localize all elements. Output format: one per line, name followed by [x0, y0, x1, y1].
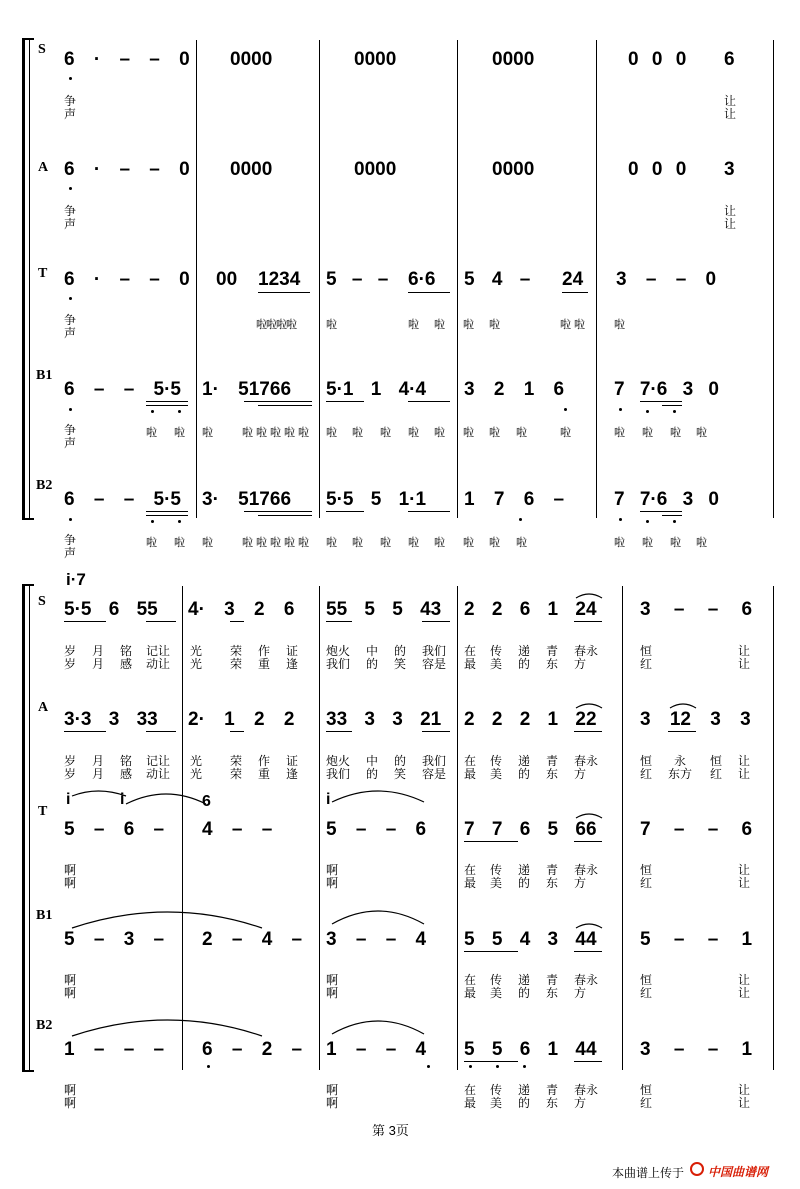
upload-text: 本曲谱上传于: [612, 1166, 685, 1180]
lyric: 月: [92, 754, 105, 768]
lyric: 恒: [640, 644, 653, 658]
lyric: 荣: [230, 657, 243, 671]
lyric: 啦: [174, 537, 184, 549]
part-label: S: [38, 42, 46, 57]
lyric: 春永: [574, 754, 599, 768]
measure-notes: 0000: [230, 49, 273, 70]
lyric: 啦: [670, 427, 680, 439]
measure-notes: 6 · – – 0: [64, 159, 190, 180]
lyric: 的: [518, 876, 531, 890]
lyric: 春永: [574, 644, 599, 658]
lyric: 传: [490, 754, 503, 768]
measure-notes: 0000: [230, 159, 273, 180]
lyric: 啦: [146, 537, 156, 549]
lyric: 啦: [174, 427, 184, 439]
lyric: 让: [738, 767, 751, 781]
lyric: 我们: [422, 754, 447, 768]
lyric: 啦: [489, 427, 499, 439]
lyric: 重: [258, 767, 271, 781]
barline: [319, 586, 320, 1070]
lyric: 啦: [574, 319, 584, 331]
lyric: 方: [574, 876, 587, 890]
lyric: 作: [258, 644, 271, 658]
barline: [457, 586, 458, 1070]
lyric: 的: [518, 986, 531, 1000]
lyric: 春永: [574, 863, 599, 877]
barline: [457, 40, 458, 518]
lyric: 让: [724, 107, 737, 121]
measure-notes: 7 7 6 5 66: [464, 819, 597, 840]
measure-notes: 5 5 4 3 44: [464, 929, 597, 950]
lyric: 声: [64, 107, 77, 121]
lyric: 啦: [670, 537, 680, 549]
lyric: 的: [394, 754, 407, 768]
lyric: 最: [464, 767, 477, 781]
site-logo-icon: [690, 1162, 704, 1176]
lyric: 啦: [489, 319, 499, 331]
lyric: 容是: [422, 657, 447, 671]
lyric: 啦: [560, 319, 570, 331]
system-line: [29, 584, 30, 1072]
barline: [196, 40, 197, 518]
measure-notes: 1 – – 4: [326, 1039, 427, 1060]
system-bracket: [22, 38, 25, 520]
lyric: 我们: [326, 657, 351, 671]
lyric: 声: [64, 436, 77, 450]
measure-notes: 5·5 6 55: [64, 599, 158, 620]
lyric: 让: [738, 657, 751, 671]
measure-notes: 3 – – 1: [640, 1039, 753, 1060]
lyric: 月: [92, 644, 105, 658]
lyric: 让: [738, 644, 751, 658]
lyric: 青: [546, 754, 559, 768]
measure-notes: 7 7·6 3 0: [614, 379, 719, 400]
lyric: 啦: [256, 427, 266, 439]
measure-notes: 5 – – 1: [640, 929, 753, 950]
lyric: 感: [120, 657, 133, 671]
lyric: 啦: [614, 427, 624, 439]
lyric: 啦: [352, 537, 362, 549]
lyric: 让: [724, 204, 737, 218]
lyric: 我们: [326, 767, 351, 781]
lyric: 恒: [710, 754, 723, 768]
lyric: 啦: [642, 427, 652, 439]
lyric: 的: [518, 657, 531, 671]
lyric: 啦: [516, 427, 526, 439]
measure-notes: 0000: [492, 159, 535, 180]
lyric: 最: [464, 876, 477, 890]
lyric: 让: [738, 754, 751, 768]
lyric: 荣: [230, 767, 243, 781]
measure-notes: 6 · – – 0: [64, 49, 190, 70]
barline: [182, 586, 183, 1070]
lyric: 美: [490, 657, 503, 671]
lyric: 传: [490, 973, 503, 987]
measure-notes: 3· 51766: [202, 489, 292, 510]
part-label: S: [38, 594, 46, 609]
lyric: 啦: [463, 427, 473, 439]
lyric: 啊: [64, 863, 77, 877]
lyric: 光: [190, 657, 203, 671]
lyric: 永: [674, 754, 687, 768]
part-label: T: [38, 266, 48, 281]
measure-notes: 3·3 3 33: [64, 709, 158, 730]
site-logo[interactable]: 中国曲谱网: [708, 1165, 769, 1179]
lyric: 让: [738, 1096, 751, 1110]
lyric: 争: [64, 423, 77, 437]
lyric: 啦: [516, 537, 526, 549]
lyric: 在: [464, 973, 477, 987]
measure-notes: 1· 51766: [202, 379, 292, 400]
lyric: 啦: [560, 427, 570, 439]
lyric: 记让: [146, 754, 171, 768]
lyric: 让: [738, 1083, 751, 1097]
lyric: 啦: [380, 427, 390, 439]
lyric: 啦: [408, 537, 418, 549]
lyric: 啦: [270, 537, 280, 549]
lyric: 声: [64, 326, 77, 340]
measure-notes: 3: [724, 159, 735, 180]
measure-notes: 0 0 0: [628, 159, 687, 180]
lyric: 红: [640, 986, 653, 1000]
lyric: 啦: [202, 537, 212, 549]
lyric: 红: [640, 876, 653, 890]
lyric: 青: [546, 644, 559, 658]
lyric: 东: [546, 657, 559, 671]
measure-notes: 5·1 1 4·4: [326, 379, 427, 400]
lyric: 啦: [642, 537, 652, 549]
part-label: T: [38, 804, 48, 819]
lyric: 啊: [64, 1096, 77, 1110]
lyric: 传: [490, 863, 503, 877]
measure-notes: 2· 1 2 2: [188, 709, 295, 730]
measure-notes: 6 – 2 –: [202, 1039, 303, 1060]
lyric: 逢: [286, 767, 299, 781]
lyric: 荣: [230, 754, 243, 768]
measure-notes: 3 12 3 3: [640, 709, 751, 730]
lyric: 最: [464, 1096, 477, 1110]
lyric: 月: [92, 657, 105, 671]
lyric: 岁: [64, 644, 77, 658]
page-number: 第 3页: [372, 1123, 409, 1138]
lyric: 笑: [394, 767, 407, 781]
measure-notes: 7 7·6 3 0: [614, 489, 719, 510]
lyric: 红: [640, 767, 653, 781]
measure-notes: 00: [216, 269, 238, 290]
measure-notes: 0000: [492, 49, 535, 70]
lyric: 美: [490, 986, 503, 1000]
lyric: 啦: [284, 427, 294, 439]
lyric: 春永: [574, 973, 599, 987]
lyric: 炮火: [326, 644, 351, 658]
lyric: 啦: [434, 537, 444, 549]
lyric: 最: [464, 986, 477, 1000]
measure-notes: 4 – –: [202, 819, 273, 840]
measure-notes: 6·6: [408, 269, 436, 290]
measure-notes: 3 2 1 6: [464, 379, 565, 400]
system-line: [29, 38, 30, 520]
lyric: 啦: [298, 427, 308, 439]
lyric: 青: [546, 1083, 559, 1097]
lyric: 啦: [284, 537, 294, 549]
barline: [622, 586, 623, 1070]
lyric: 铭: [120, 754, 133, 768]
lyric: 青: [546, 973, 559, 987]
lyric: 啦: [352, 427, 362, 439]
measure-notes: 0000: [354, 159, 397, 180]
lyric: 啦: [298, 537, 308, 549]
measure-notes: 4· 3 2 6: [188, 599, 295, 620]
lyric: 啦: [380, 537, 390, 549]
lyric: 证: [286, 754, 299, 768]
measure-notes: 1 – – –: [64, 1039, 165, 1060]
lyric: 啦: [696, 537, 706, 549]
measure-notes: 3 – – 6: [640, 599, 753, 620]
lyric: 恒: [640, 1083, 653, 1097]
lyric: 传: [490, 644, 503, 658]
barline: [596, 40, 597, 518]
lyric: 动让: [146, 767, 171, 781]
lyric: 让: [724, 94, 737, 108]
lyric: 记让: [146, 644, 171, 658]
lyric: 啦: [614, 319, 624, 331]
lyric: 东方: [668, 767, 693, 781]
lyric: 啊: [326, 876, 339, 890]
lyric: 让: [738, 863, 751, 877]
lyric: 争: [64, 94, 77, 108]
measure-notes: 1234: [258, 269, 301, 290]
lyric: 啊: [326, 863, 339, 877]
measure-notes: 55 5 5 43: [326, 599, 442, 620]
lyric: 争: [64, 204, 77, 218]
measure-notes: 5 – – 6: [326, 819, 427, 840]
lyric: 方: [574, 657, 587, 671]
part-label: B2: [36, 478, 53, 493]
part-label: B1: [36, 908, 53, 923]
lyric: 方: [574, 986, 587, 1000]
lyric: 恒: [640, 754, 653, 768]
lyric: 啦: [242, 537, 252, 549]
lyric: 啊: [64, 876, 77, 890]
lyric: 的: [366, 767, 379, 781]
barline: [773, 40, 774, 518]
lyric: 的: [394, 644, 407, 658]
lyric: 容是: [422, 767, 447, 781]
barline: [773, 586, 774, 1070]
lyric: 啦: [434, 319, 444, 331]
measure-notes: 6 – – 5·5: [64, 489, 181, 510]
lyric: 红: [710, 767, 723, 781]
part-label: A: [38, 160, 49, 175]
lyric: 啦: [146, 427, 156, 439]
lyric: 中: [366, 644, 379, 658]
measure-notes: 5 – 3 –: [64, 929, 165, 950]
lyric: 最: [464, 657, 477, 671]
lyric: 啦: [326, 427, 336, 439]
lyric: 恒: [640, 863, 653, 877]
measure-notes: 3 – – 0: [616, 269, 717, 290]
lyric: 东: [546, 767, 559, 781]
lyric: 作: [258, 754, 271, 768]
lyric: 美: [490, 767, 503, 781]
measure-notes: 5 – 6 –: [64, 819, 165, 840]
lyric: 在: [464, 1083, 477, 1097]
lyric: 啊: [326, 1083, 339, 1097]
high-octave-note: i: [120, 791, 125, 808]
lyric: 中: [366, 754, 379, 768]
measure-notes: 0000: [354, 49, 397, 70]
pickup-notes: i·7: [66, 570, 86, 589]
lyric: 声: [64, 217, 77, 231]
lyric: 啊: [64, 1083, 77, 1097]
lyric: 啦: [326, 537, 336, 549]
lyric: 啦: [326, 319, 336, 331]
lyric: 在: [464, 644, 477, 658]
lyric: 啦: [489, 537, 499, 549]
barline: [319, 40, 320, 518]
lyric: 方: [574, 1096, 587, 1110]
measure-notes: 24: [562, 269, 584, 290]
lyric: 的: [518, 767, 531, 781]
part-label: A: [38, 700, 49, 715]
lyric: 啊: [64, 986, 77, 1000]
lyric: 我们: [422, 644, 447, 658]
lyric: 递: [518, 863, 531, 877]
lyric: 让: [738, 973, 751, 987]
lyric: 递: [518, 754, 531, 768]
lyric: 证: [286, 644, 299, 658]
lyric: 笑: [394, 657, 407, 671]
part-label: B1: [36, 368, 53, 383]
lyric: 啦: [434, 427, 444, 439]
measure-notes: 7 – – 6: [640, 819, 753, 840]
measure-notes: 6 · – – 0: [64, 269, 190, 290]
lyric: 光: [190, 644, 203, 658]
lyric: 月: [92, 767, 105, 781]
lyric: 的: [366, 657, 379, 671]
measure-notes: 6: [724, 49, 735, 70]
lyric: 让: [738, 986, 751, 1000]
lyric: 啦: [202, 427, 212, 439]
lyric: 啦: [696, 427, 706, 439]
lyric: 啦: [614, 537, 624, 549]
lyric: 美: [490, 1096, 503, 1110]
lyric: 荣: [230, 644, 243, 658]
lyric: 递: [518, 644, 531, 658]
lyric: 东: [546, 876, 559, 890]
lyric: 声: [64, 546, 77, 560]
lyric: 恒: [640, 973, 653, 987]
lyric: 东: [546, 1096, 559, 1110]
lyric: 光: [190, 754, 203, 768]
lyric: 岁: [64, 754, 77, 768]
lyric: 啦啦啦啦: [256, 319, 296, 331]
lyric: 争: [64, 533, 77, 547]
measure-notes: 2 2 6 1 24: [464, 599, 597, 620]
high-octave-note: 6: [202, 793, 211, 810]
measure-notes: 5 – –: [326, 269, 389, 290]
lyric: 逢: [286, 657, 299, 671]
lyric: 方: [574, 767, 587, 781]
lyric: 啦: [270, 427, 280, 439]
lyric: 递: [518, 973, 531, 987]
lyric: 啊: [326, 1096, 339, 1110]
high-octave-note: i: [326, 791, 331, 808]
measure-notes: 2 2 2 1 22: [464, 709, 597, 730]
measure-notes: 5 5 6 1 44: [464, 1039, 597, 1060]
lyric: 的: [518, 1096, 531, 1110]
measure-notes: 0 0 0: [628, 49, 687, 70]
measure-notes: 5 4 –: [464, 269, 531, 290]
lyric: 光: [190, 767, 203, 781]
lyric: 美: [490, 876, 503, 890]
lyric: 啦: [408, 427, 418, 439]
measure-notes: 5·5 5 1·1: [326, 489, 427, 510]
lyric: 啊: [326, 986, 339, 1000]
lyric: 岁: [64, 657, 77, 671]
measure-notes: 1 7 6 –: [464, 489, 565, 510]
lyric: 在: [464, 754, 477, 768]
lyric: 铭: [120, 644, 133, 658]
lyric: 在: [464, 863, 477, 877]
lyric: 递: [518, 1083, 531, 1097]
lyric: 啦: [463, 537, 473, 549]
lyric: 啦: [242, 427, 252, 439]
lyric: 感: [120, 767, 133, 781]
lyric: 啊: [64, 973, 77, 987]
lyric: 东: [546, 986, 559, 1000]
lyric: 传: [490, 1083, 503, 1097]
lyric: 红: [640, 657, 653, 671]
part-label: B2: [36, 1018, 53, 1033]
system-bracket: [22, 584, 25, 1072]
lyric: 岁: [64, 767, 77, 781]
lyric: 让: [738, 876, 751, 890]
measure-notes: 33 3 3 21: [326, 709, 442, 730]
lyric: 让: [724, 217, 737, 231]
lyric: 啦: [463, 319, 473, 331]
high-octave-note: i: [66, 791, 71, 808]
lyric: 春永: [574, 1083, 599, 1097]
measure-notes: 3 – – 4: [326, 929, 427, 950]
lyric: 重: [258, 657, 271, 671]
lyric: 青: [546, 863, 559, 877]
lyric: 红: [640, 1096, 653, 1110]
lyric: 啦: [408, 319, 418, 331]
measure-notes: 6 – – 5·5: [64, 379, 181, 400]
measure-notes: 2 – 4 –: [202, 929, 303, 950]
lyric: 动让: [146, 657, 171, 671]
lyric: 啦: [256, 537, 266, 549]
lyric: 争: [64, 313, 77, 327]
lyric: 炮火: [326, 754, 351, 768]
lyric: 啊: [326, 973, 339, 987]
